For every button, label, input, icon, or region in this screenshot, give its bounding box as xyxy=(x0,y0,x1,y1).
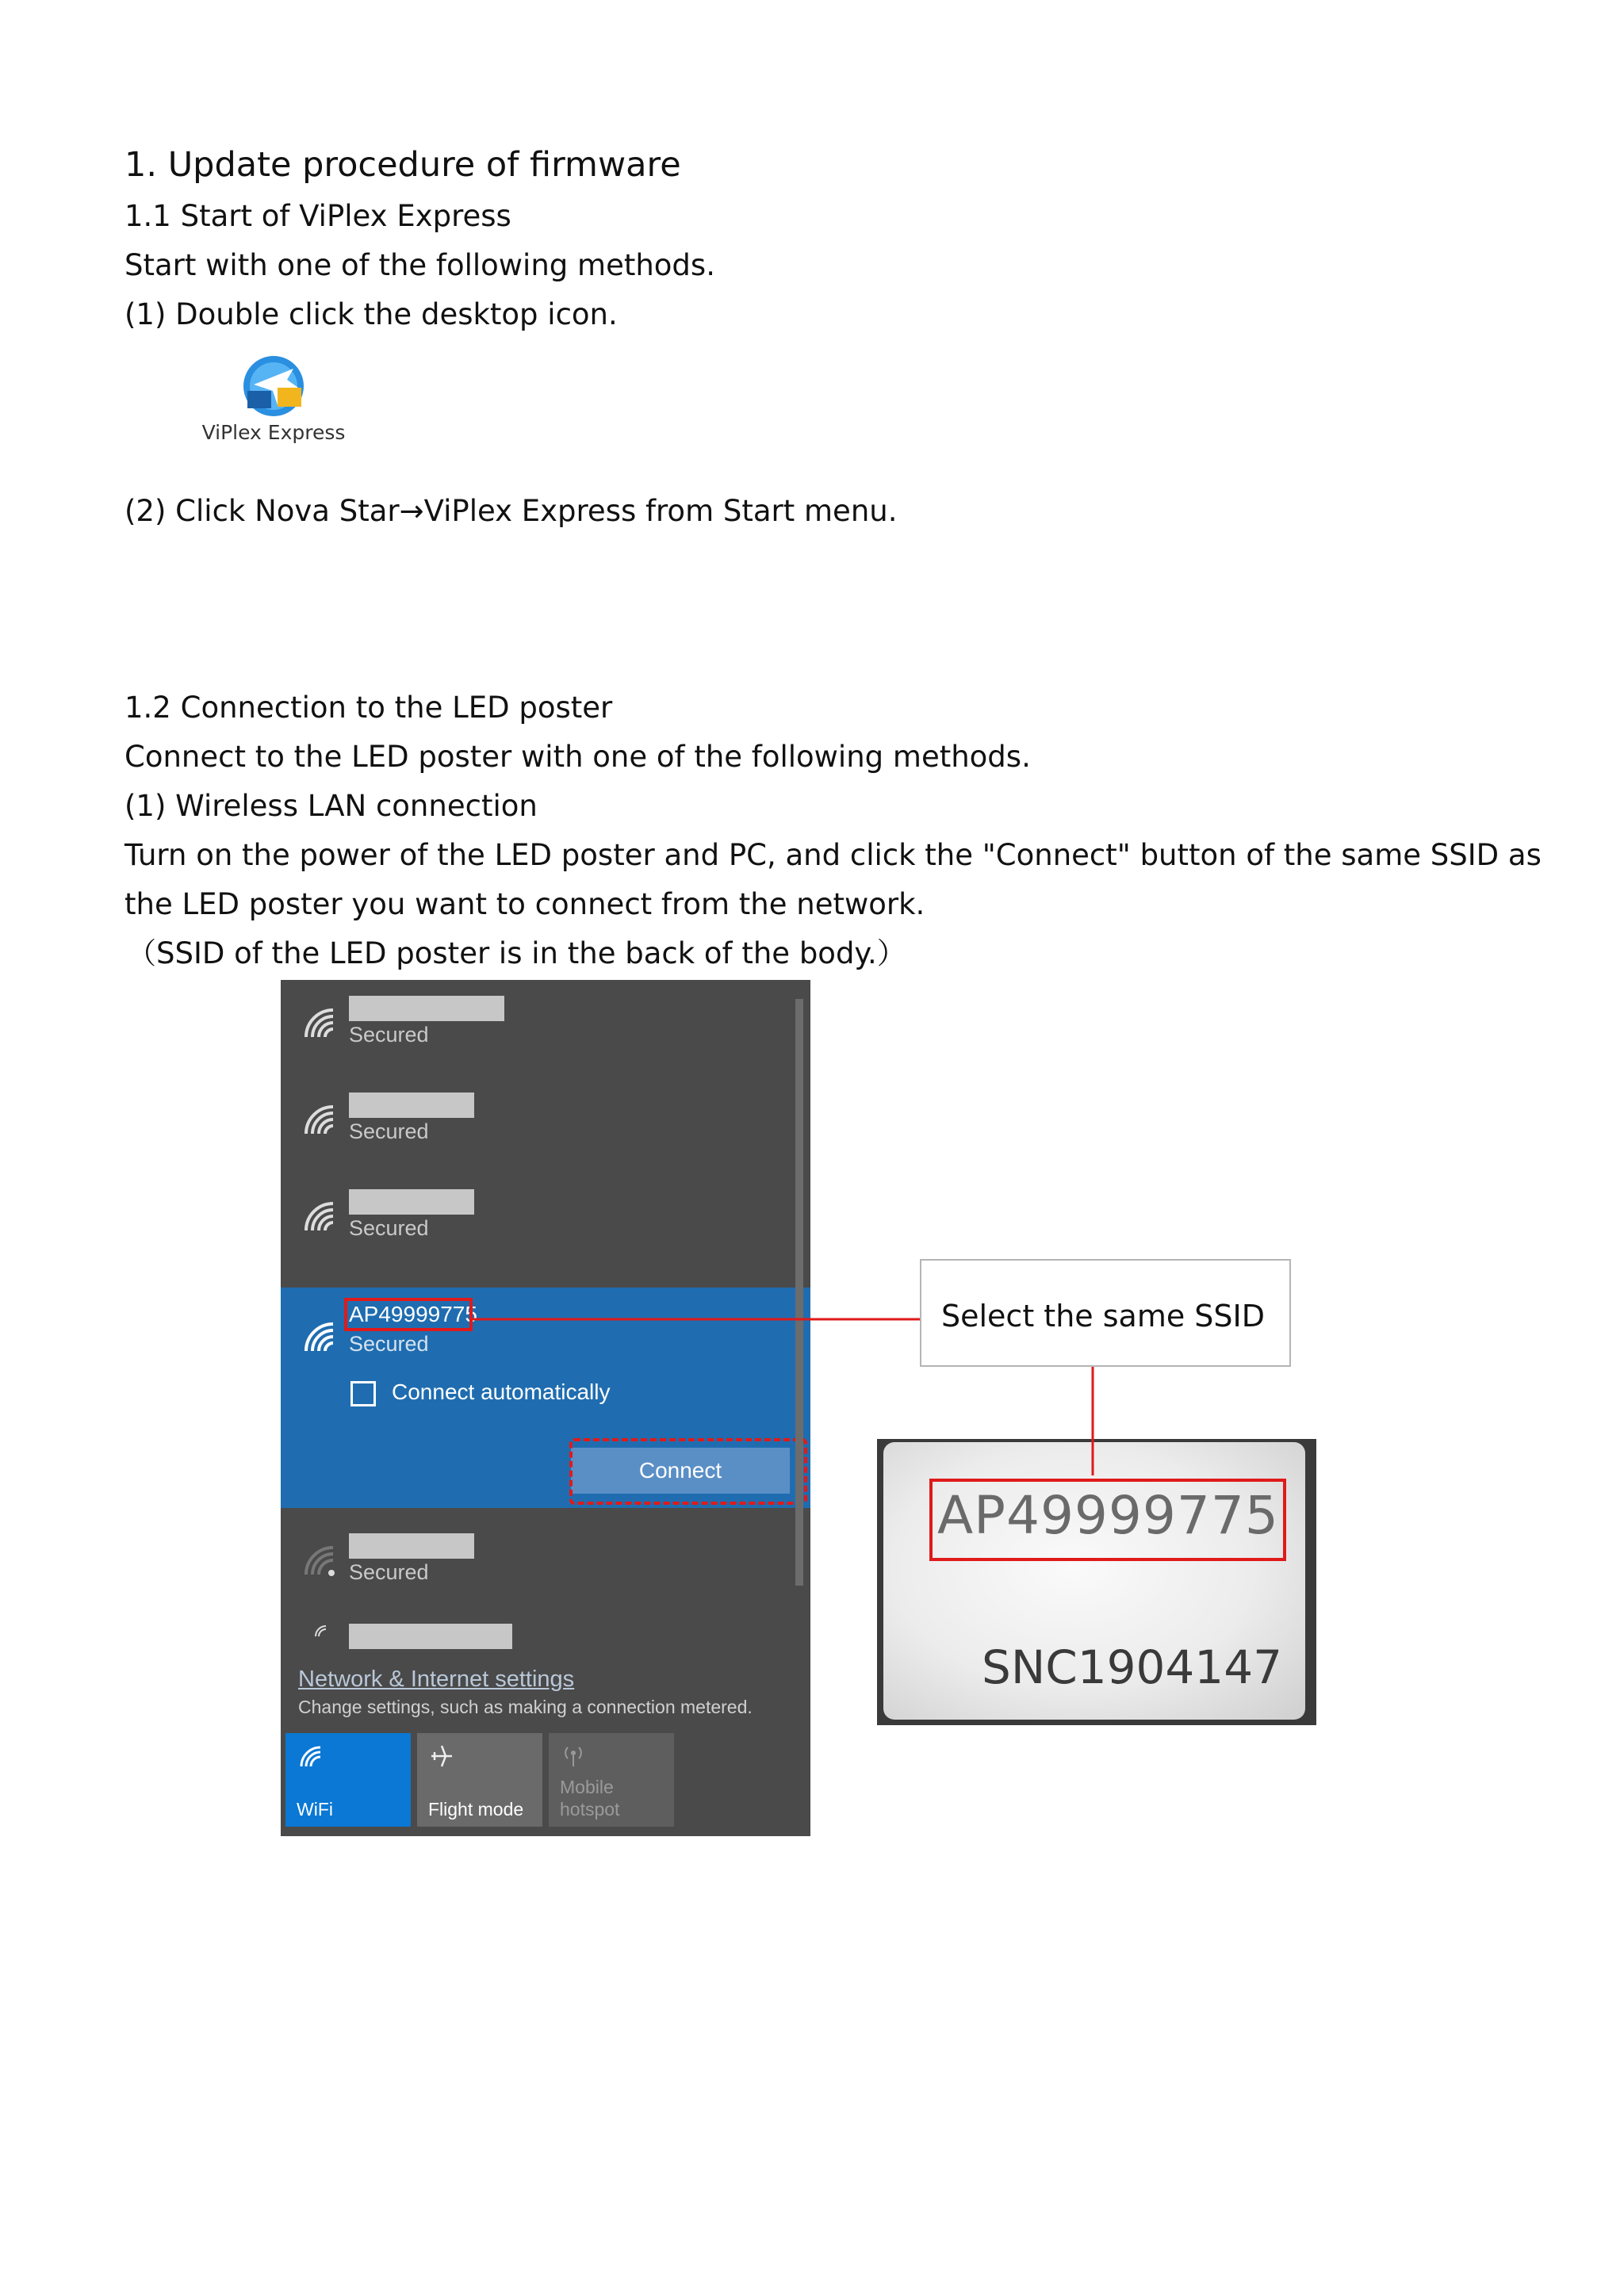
paragraph: Connect to the LED poster with one of the following methods. xyxy=(124,740,1031,774)
wifi-signal-icon xyxy=(301,1621,336,1638)
wifi-toggle-tile[interactable] xyxy=(285,1733,411,1827)
redacted-network-name xyxy=(349,1624,512,1649)
label-sticker xyxy=(883,1442,1305,1720)
redacted-network-name xyxy=(349,996,504,1021)
flight-mode-tile[interactable] xyxy=(417,1733,542,1827)
callout-text: Select the same SSID xyxy=(941,1299,1266,1334)
network-status: Secured xyxy=(349,1216,429,1240)
viplex-app-icon xyxy=(198,353,349,424)
desktop-icon-label: ViPlex Express xyxy=(201,421,346,444)
led-poster-label-photo xyxy=(877,1439,1316,1725)
network-status: Secured xyxy=(349,1023,429,1047)
wifi-signal-icon xyxy=(301,1199,336,1234)
network-status: Secured xyxy=(349,1119,429,1143)
network-item[interactable] xyxy=(281,1077,788,1173)
network-settings-link[interactable]: Network & Internet settings xyxy=(298,1667,575,1692)
ssid-highlight-box xyxy=(344,1298,473,1331)
redacted-network-name xyxy=(349,1533,474,1559)
note: （SSID of the LED poster is in the back of the body.） xyxy=(127,936,906,970)
network-item[interactable] xyxy=(281,980,788,1077)
subsection-title-1-1: 1.1 Start of ViPlex Express xyxy=(124,199,511,233)
method-1-wireless: (1) Wireless LAN connection xyxy=(124,789,538,823)
wifi-weak-signal-icon xyxy=(301,1543,336,1578)
connect-highlight-box xyxy=(569,1438,807,1505)
selected-ssid: AP49999775 xyxy=(349,1302,477,1326)
paragraph: Start with one of the following methods. xyxy=(124,248,715,282)
tile-label: WiFi xyxy=(297,1799,333,1820)
label-ssid: AP49999775 xyxy=(937,1485,1279,1546)
method-1-text: (1) Double click the desktop icon. xyxy=(124,297,618,331)
tile-label-line: hotspot xyxy=(560,1799,620,1820)
redacted-network-name xyxy=(349,1189,474,1215)
wifi-network-panel xyxy=(281,980,810,1836)
network-item[interactable] xyxy=(281,1517,788,1614)
paragraph-line: Turn on the power of the LED poster and PC, and click the "Connect" button of the same SSID as xyxy=(124,838,1542,872)
section-heading: 1. Update procedure of firmware xyxy=(124,145,681,185)
scrollbar[interactable] xyxy=(791,980,807,1638)
scroll-thumb[interactable] xyxy=(795,999,803,1586)
selected-network-item[interactable] xyxy=(281,1288,810,1508)
label-serial-number: SNC1904147 xyxy=(982,1640,1283,1694)
hotspot-icon xyxy=(560,1743,587,1770)
airplane-icon xyxy=(428,1743,455,1770)
viplex-desktop-icon[interactable] xyxy=(198,353,349,456)
wifi-icon xyxy=(297,1743,324,1770)
tile-label xyxy=(560,1776,619,1820)
redacted-network-name xyxy=(349,1093,474,1118)
subsection-title-1-2: 1.2 Connection to the LED poster xyxy=(124,691,613,725)
tile-label-line: Mobile xyxy=(560,1777,614,1797)
network-item[interactable] xyxy=(281,1173,788,1270)
tile-label: Flight mode xyxy=(428,1799,524,1820)
connect-button[interactable]: Connect xyxy=(571,1448,790,1494)
mobile-hotspot-tile[interactable] xyxy=(549,1733,674,1827)
network-status: Secured xyxy=(349,1560,429,1584)
paragraph-line: the LED poster you want to connect from the network. xyxy=(124,887,925,921)
wifi-signal-icon xyxy=(301,1005,336,1040)
method-2-text: (2) Click Nova Star→ViPlex Express from Start menu. xyxy=(124,494,898,528)
ssid-highlight-box xyxy=(929,1479,1286,1561)
wifi-signal-icon xyxy=(301,1319,336,1354)
network-item[interactable] xyxy=(281,1611,788,1643)
connect-automatically-checkbox[interactable] xyxy=(350,1381,376,1406)
wifi-signal-icon xyxy=(301,1102,336,1137)
connect-automatically-label: Connect automatically xyxy=(392,1380,611,1404)
network-settings-description: Change settings, such as making a connection metered. xyxy=(298,1697,753,1717)
network-status: Secured xyxy=(349,1332,429,1356)
